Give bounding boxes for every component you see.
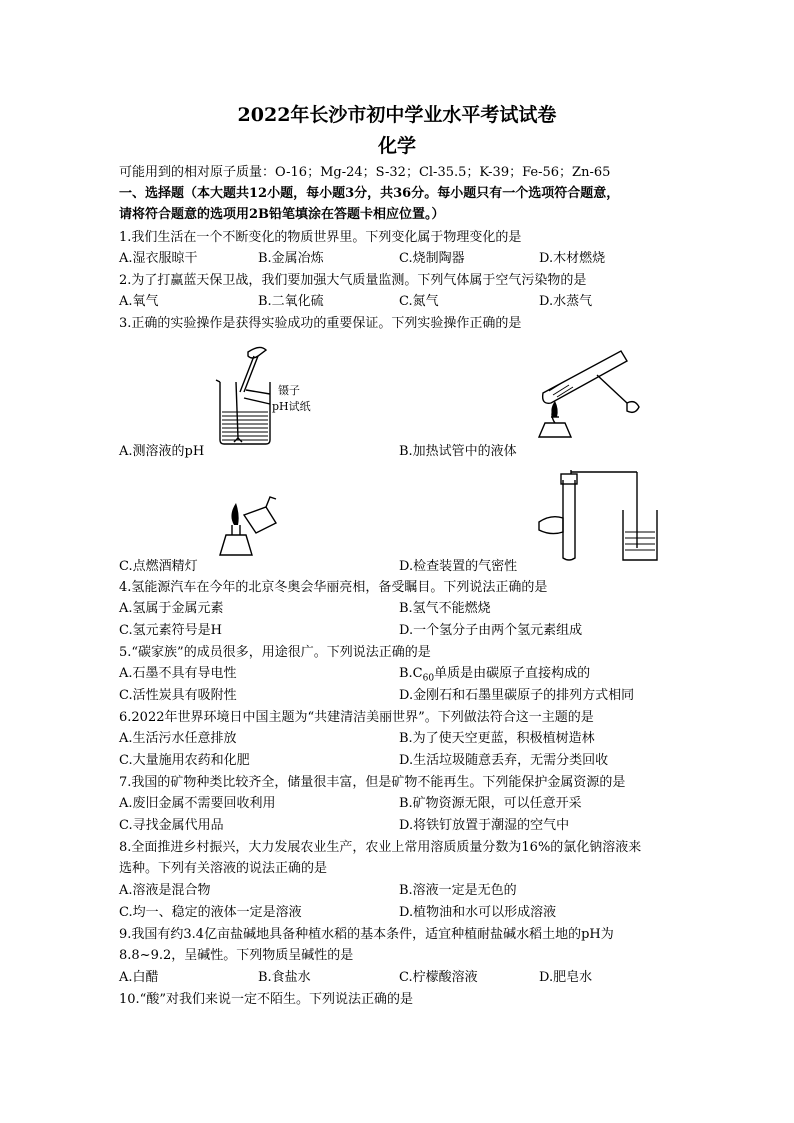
option-b: B.溶液一定是无色的 <box>399 883 517 898</box>
option-c: C.烧制陶器 <box>399 251 465 266</box>
heating-test-tube-figure <box>535 345 655 443</box>
option-b: B.为了使天空更蓝，积极植树造林 <box>399 731 595 746</box>
question-stem: 1.我们生活在一个不断变化的物质世界里。下列变化属于物理变化的是 <box>119 230 522 245</box>
ph-test-figure <box>208 342 328 447</box>
question-stem: 10.“酸”对我们来说一定不陌生。下列说法正确的是 <box>119 992 413 1007</box>
question-stem: 5.“碳家族”的成员很多，用途很广。下列说法正确的是 <box>119 645 431 660</box>
option-c: C.大量施用农药和化肥 <box>119 753 250 768</box>
atomic-mass-line: 可能用到的相对原子质量：O-16；Mg-24；S-32；Cl-35.5；K-39；Fe-56；Zn-65 <box>119 165 611 180</box>
question-stem: 2.为了打赢蓝天保卫战，我们要加强大气质量监测。下列气体属于空气污染物的是 <box>119 273 587 288</box>
option-d: D.金刚石和石墨里碳原子的排列方式相同 <box>399 688 635 703</box>
option-c: C.寻找金属代用品 <box>119 818 224 833</box>
option-d: D.植物油和水可以形成溶液 <box>399 905 557 920</box>
option-a: A.氢属于金属元素 <box>119 601 224 616</box>
option-a: A.白醋 <box>119 970 159 985</box>
option-a: A.湿衣服晾干 <box>119 251 198 266</box>
option-d: D.一个氢分子由两个氢元素组成 <box>399 623 583 638</box>
option-d: D.生活垃圾随意丢弃，无需分类回收 <box>399 753 609 768</box>
subscript-60: 60 <box>422 673 435 684</box>
option-c: C.氢元素符号是H <box>119 623 222 638</box>
option-c: C.活性炭具有吸附性 <box>119 688 237 703</box>
question-stem: 4.氢能源汽车在今年的北京冬奥会华丽亮相，备受瞩目。下列说法正确的是 <box>119 580 548 595</box>
airtightness-figure <box>533 470 673 562</box>
option-d: D.将铁钉放置于潮湿的空气中 <box>399 818 570 833</box>
question-stem: 8.全面推进乡村振兴，大力发展农业生产，农业上常用溶质质量分数为16%的氯化钠溶液来 <box>119 840 642 855</box>
alcohol-lamp-figure <box>206 485 296 560</box>
option-b-prefix: B.C <box>399 666 423 681</box>
section-instruction: 请将符合题意的选项用2B铅笔填涂在答题卡相应位置。） <box>119 207 445 222</box>
option-b: B.二氧化硫 <box>258 294 324 309</box>
option-b: B.食盐水 <box>258 970 311 985</box>
option-c: C.柠檬酸溶液 <box>399 970 478 985</box>
option-c: C.均一、稳定的液体一定是溶液 <box>119 905 302 920</box>
question-stem-continued: 8.8~9.2，呈碱性。下列物质呈碱性的是 <box>119 948 354 963</box>
subject-title: 化学 <box>377 135 416 157</box>
option-a: A.废旧金属不需要回收利用 <box>119 796 276 811</box>
section-heading: 一、选择题（本大题共12小题，每小题3分，共36分。每小题只有一个选项符合题意， <box>119 186 620 201</box>
option-b: B.金属冶炼 <box>258 251 324 266</box>
option-d: D.木材燃烧 <box>539 251 606 266</box>
question-stem: 7.我国的矿物种类比较齐全，储量很丰富，但是矿物不能再生。下列能保护金属资源的是 <box>119 775 626 790</box>
option-b-text: 单质是由碳原子直接构成的 <box>434 666 591 681</box>
question-stem: 3.正确的实验操作是获得实验成功的重要保证。下列实验操作正确的是 <box>119 316 522 331</box>
option-a: A.石墨不具有导电性 <box>119 666 237 681</box>
option-b: B.氢气不能燃烧 <box>399 601 491 616</box>
option-c: C.点燃酒精灯 <box>119 559 198 574</box>
option-d: D.检查装置的气密性 <box>399 559 518 574</box>
option-a: A.溶液是混合物 <box>119 883 211 898</box>
figure-label-ph-paper: pH试纸 <box>272 400 311 413</box>
option-a: A.氧气 <box>119 294 159 309</box>
option-b <box>399 664 590 689</box>
question-stem-continued: 选种。下列有关溶液的说法正确的是 <box>119 861 328 876</box>
option-a: A.生活污水任意排放 <box>119 731 237 746</box>
option-d: D.肥皂水 <box>539 970 593 985</box>
option-b: B.矿物资源无限，可以任意开采 <box>399 796 582 811</box>
option-c: C.氮气 <box>399 294 439 309</box>
page-title: 2022年长沙市初中学业水平考试试卷 <box>237 104 557 126</box>
option-b: B.加热试管中的液体 <box>399 444 517 459</box>
option-d: D.水蒸气 <box>539 294 593 309</box>
figure-label-tweezers: 镊子 <box>278 384 300 397</box>
question-stem: 9.我国有约3.4亿亩盐碱地具备种植水稻的基本条件，适宜种植耐盐碱水稻土地的pH为 <box>119 927 614 942</box>
question-stem: 6.2022年世界环境日中国主题为“共建清洁美丽世界”。下列做法符合这一主题的是 <box>119 710 594 725</box>
option-a: A.测溶液的pH <box>119 444 205 459</box>
